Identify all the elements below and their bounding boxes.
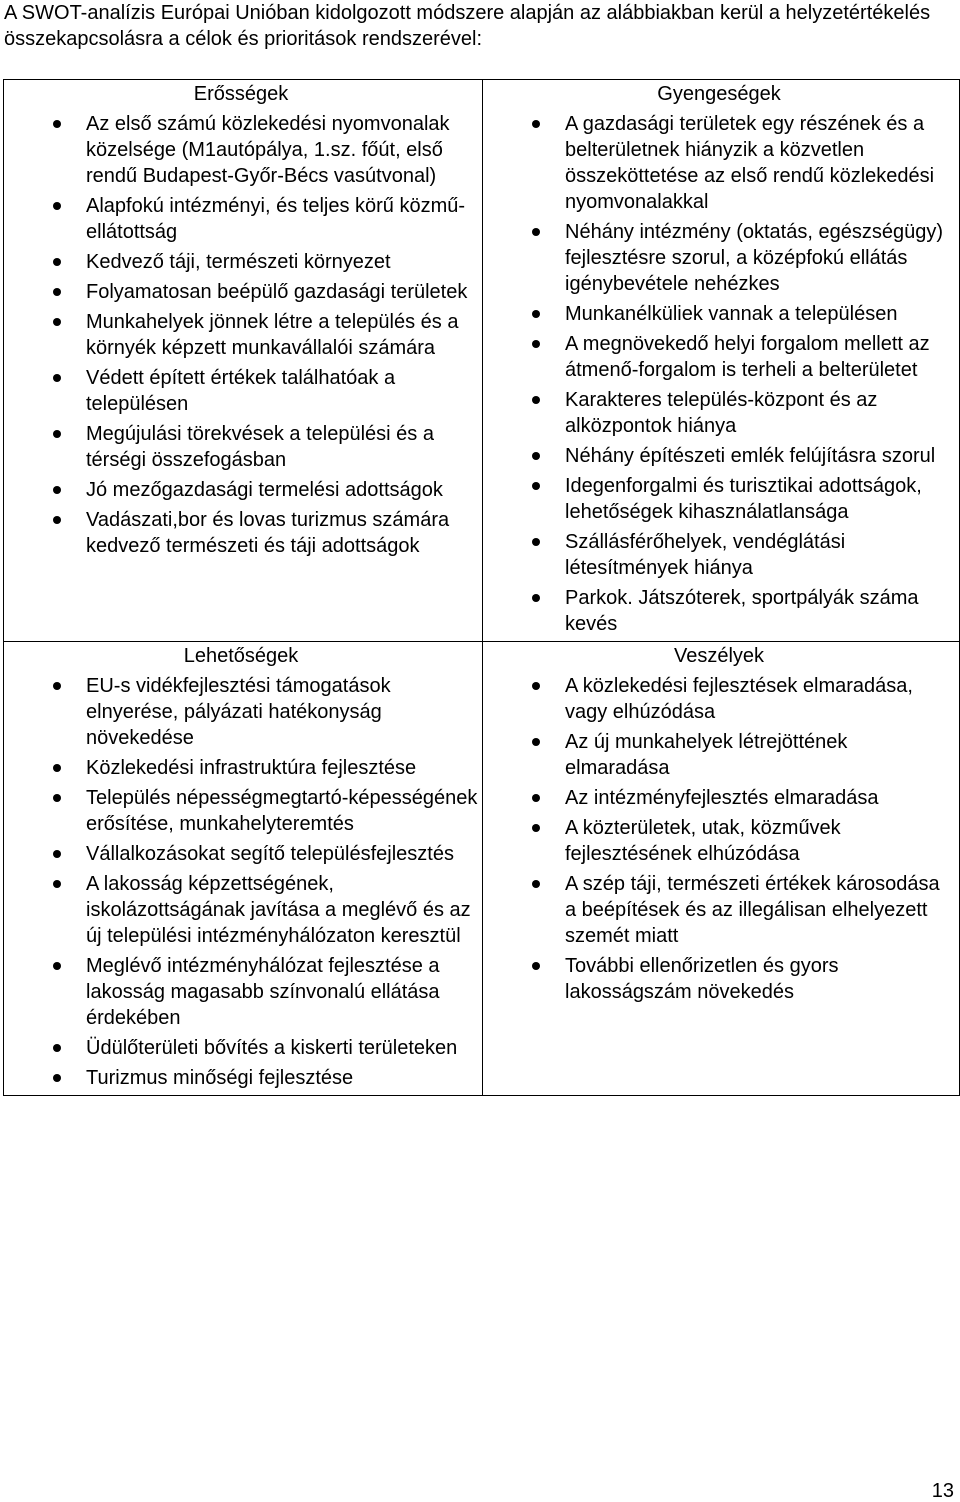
strengths-cell [4,80,483,642]
list-item [4,871,478,949]
list-item-text: Vállalkozásokat segítő településfejlesztés [86,843,454,865]
list-item [483,529,955,581]
list-item-text: Karakteres település-központ és az alközpontok hiánya [565,389,878,437]
list-item [483,815,955,867]
threats-cell [483,642,960,1096]
list-item-text: EU-s vidékfejlesztési támogatások elnyerése, pályázati hatékonyság növekedése [86,675,391,749]
list-item [4,785,478,837]
list-item [4,249,478,275]
list-item [4,1035,478,1061]
bullet-icon [532,794,540,802]
list-item [483,443,955,469]
threats-heading: Veszélyek [673,645,765,667]
swot-row-top [4,80,960,642]
list-item [4,841,478,867]
bullet-icon [53,1044,61,1052]
bullet-icon [53,374,61,382]
list-item [4,111,478,189]
list-item [483,219,955,297]
weaknesses-cell [483,80,960,642]
list-item [483,953,955,1005]
bullet-icon [53,120,61,128]
list-item-text: Kedvező táji, természeti környezet [86,251,391,273]
list-item-text: Alapfokú intézményi, és teljes körű közmű-ellátottság [86,195,466,243]
bullet-icon [532,482,540,490]
list-item [4,279,478,305]
page-number: 13 [931,1480,954,1502]
bullet-icon [532,824,540,832]
list-item-text: Munkanélküliek vannak a településen [565,303,898,325]
bullet-icon [53,486,61,494]
list-item-text: Idegenforgalmi és turisztikai adottságok, lehetőségek kihasználatlansága [565,475,922,523]
list-item [483,785,955,811]
list-item-text: A szép táji, természeti értékek károsodása a beépítések és az illegálisan elhelyezett szemét miatt [565,873,940,947]
list-item-text: Közlekedési infrastruktúra fejlesztése [86,757,417,779]
bullet-icon [532,962,540,970]
opportunities-cell [4,642,483,1096]
list-item-text: Turizmus minőségi fejlesztése [86,1067,354,1089]
list-item-text: A közterületek, utak, közművek fejlesztésének elhúzódása [565,817,841,865]
list-item [483,473,955,525]
list-item-text: Jó mezőgazdasági termelési adottságok [86,479,443,501]
list-item-text: A megnövekedő helyi forgalom mellett az átmenő-forgalom is terheli a belterületet [565,333,930,381]
bullet-icon [532,682,540,690]
bullet-icon [532,538,540,546]
list-item-text: A gazdasági területek egy részének és a belterületnek hiányzik a közvetlen összeköttetése az első rendű közlekedési nyomvonalakkal [565,113,935,213]
list-item-text: Üdülőterületi bővítés a kiskerti területeken [86,1037,458,1059]
bullet-icon [53,430,61,438]
list-item-text: Meglévő intézményhálózat fejlesztése a lakosság magasabb színvonalú ellátása érdekében [86,955,440,1029]
bullet-icon [532,228,540,236]
bullet-icon [53,682,61,690]
bullet-icon [532,120,540,128]
opportunities-heading: Lehetőségek [183,645,299,667]
strengths-list [4,111,478,559]
strengths-heading: Erősségek [193,83,289,105]
list-item [483,301,955,327]
bullet-icon [532,880,540,888]
list-item [4,507,478,559]
list-item-text: Védett épített értékek találhatóak a településen [86,367,396,415]
list-item-text: Település népességmegtartó-képességének erősítése, munkahelyteremtés [86,787,478,835]
bullet-icon [532,594,540,602]
list-item-text: Vadászati,bor és lovas turizmus számára kedvező természeti és táji adottságok [86,509,450,557]
swot-table [3,79,960,1096]
list-item [483,871,955,949]
bullet-icon [53,288,61,296]
list-item-text: Az intézményfejlesztés elmaradása [565,787,879,809]
list-item [4,193,478,245]
list-item [4,477,478,503]
bullet-icon [532,738,540,746]
list-item [4,309,478,361]
list-item [4,365,478,417]
bullet-icon [53,880,61,888]
bullet-icon [532,452,540,460]
list-item-text: Megújulási törekvések a települési és a térségi összefogásban [86,423,434,471]
list-item-text: Néhány intézmény (oktatás, egészségügy) fejlesztésre szorul, a középfokú ellátás igénybevétele nehézkes [565,221,943,295]
list-item [483,729,955,781]
list-item [4,421,478,473]
list-item [4,1065,478,1091]
bullet-icon [532,310,540,318]
list-item-text: Az első számú közlekedési nyomvonalak közelsége (M1autópálya, 1.sz. főút, első rendű Budapest-Győr-Bécs vasútvonal) [86,113,450,187]
list-item [4,755,478,781]
bullet-icon [53,202,61,210]
list-item [483,111,955,215]
bullet-icon [53,962,61,970]
list-item-text: Munkahelyek jönnek létre a település és a környék képzett munkavállalói számára [86,311,459,359]
weaknesses-list [483,111,955,637]
opportunities-list [4,673,478,1091]
bullet-icon [532,396,540,404]
list-item [483,331,955,383]
list-item-text: További ellenőrizetlen és gyors lakosságszám növekedés [565,955,839,1003]
list-item-text: A lakosság képzettségének, iskolázottságának javítása a meglévő és az új települési intézményhálózaton keresztül [86,873,471,947]
list-item [483,387,955,439]
list-item-text: Néhány építészeti emlék felújításra szorul [565,445,936,467]
bullet-icon [53,1074,61,1082]
intro-paragraph: A SWOT-analízis Európai Unióban kidolgozott módszere alapján az alábbiakban kerül a helyzetértékelés összekapcsolásra a célok és prioritások rendszerével: [4,2,931,50]
threats-list [483,673,955,1005]
list-item [4,673,478,751]
list-item-text: Az új munkahelyek létrejöttének elmaradása [565,731,848,779]
list-item-text: Parkok. Játszóterek, sportpályák száma kevés [565,587,919,635]
list-item [483,585,955,637]
list-item [483,673,955,725]
list-item [4,953,478,1031]
list-item-text: Folyamatosan beépülő gazdasági területek [86,281,468,303]
bullet-icon [53,850,61,858]
bullet-icon [53,516,61,524]
list-item-text: A közlekedési fejlesztések elmaradása, vagy elhúzódása [565,675,913,723]
bullet-icon [53,318,61,326]
list-item-text: Szállásférőhelyek, vendéglátási létesítmények hiánya [565,531,846,579]
bullet-icon [53,258,61,266]
bullet-icon [53,764,61,772]
bullet-icon [53,794,61,802]
weaknesses-heading: Gyengeségek [657,83,781,105]
bullet-icon [532,340,540,348]
swot-row-bottom [4,642,960,1096]
